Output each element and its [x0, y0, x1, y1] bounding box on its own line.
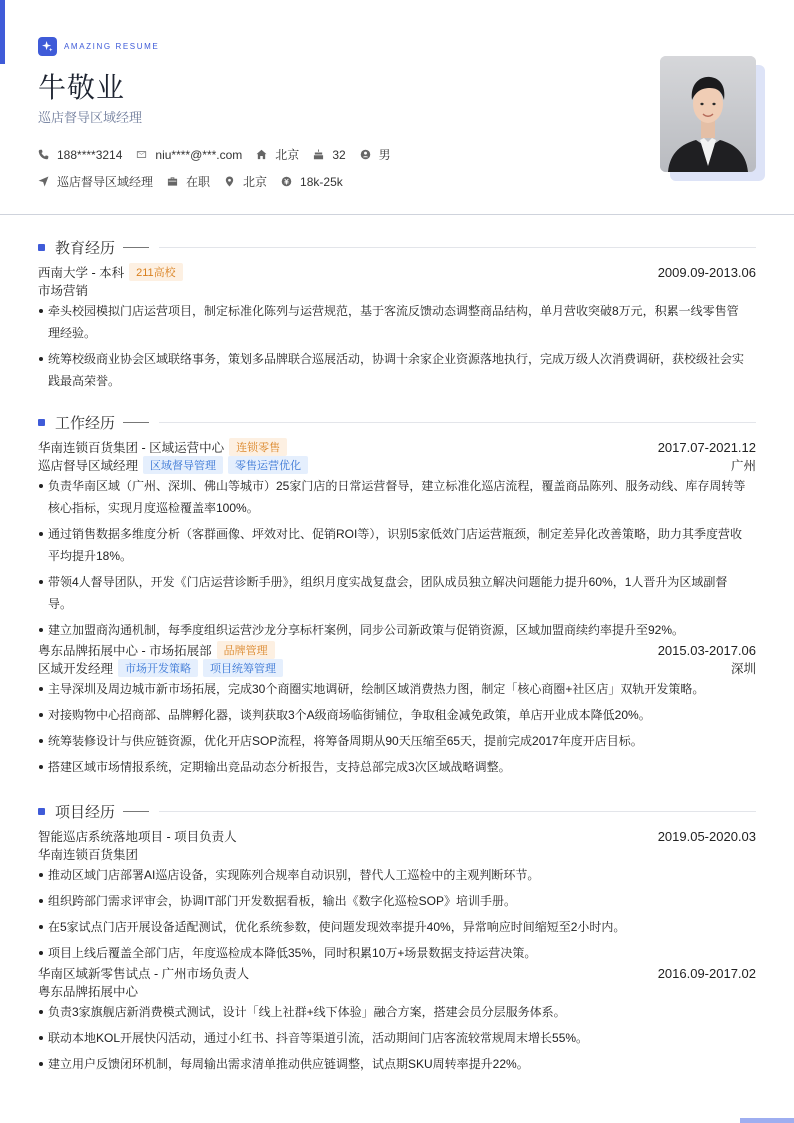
- education-entry: [38, 263, 756, 392]
- bullet-list: [38, 864, 756, 964]
- section-header: [38, 412, 756, 432]
- bullet-item: 联动本地KOL开展快闪活动，通过小红书、抖音等渠道引流，活动期间门店客流较常规周末增长55%。: [38, 1027, 756, 1049]
- role-tag: 项目统筹管理: [203, 659, 283, 677]
- bullet-item: 项目上线后覆盖全部门店，年度巡检成本降低35%，同时积累10万+场景数据支持运营决策。: [38, 942, 756, 964]
- target-position: 巡店督导区域经理: [57, 175, 154, 189]
- work-entry: [38, 641, 756, 778]
- project-name: 华南区域新零售试点 - 广州市场负责人: [38, 967, 250, 981]
- bullet-item: 推动区域门店部署AI巡店设备，实现陈列合规率自动识别，替代人工巡检中的主观判断环节。: [38, 864, 756, 886]
- phone-number: 188****3214: [57, 147, 123, 162]
- section-title: 项目经历: [55, 803, 116, 821]
- money-icon: [281, 176, 292, 187]
- brand: [38, 37, 159, 56]
- city: 北京: [275, 148, 300, 162]
- intention-row: [38, 173, 357, 190]
- phone-icon: [38, 149, 49, 160]
- divider: [159, 247, 756, 248]
- home-icon: [256, 149, 267, 160]
- location: 广州: [730, 459, 756, 473]
- company-tag: 品牌管理: [217, 641, 275, 659]
- contact-row: [38, 146, 405, 163]
- education-section: [38, 237, 756, 396]
- cake-icon: [313, 149, 324, 160]
- title-dash: [123, 811, 149, 812]
- date-range: 2019.05-2020.03: [657, 828, 756, 844]
- status-item: [167, 173, 210, 190]
- target-city: 北京: [243, 175, 268, 189]
- date-range: 2016.09-2017.02: [657, 965, 756, 981]
- divider: [159, 422, 756, 423]
- bullet-item: 带领4人督导团队，开发《门店运营诊断手册》，组织月度实战复盘会，团队成员独立解决问题能力提升60%，1人晋升为区域副督导。: [38, 571, 756, 615]
- email-item: [136, 148, 242, 162]
- bullet-list: [38, 475, 756, 641]
- bullet-item: 通过销售数据多维度分析（客群画像、坪效对比、促销ROI等），识别5家低效门店运营瓶颈，制定差异化改善策略，助力其季度营收平均提升18%。: [38, 523, 756, 567]
- target-city-item: [224, 173, 267, 190]
- school: 西南大学 - 本科: [38, 266, 125, 280]
- section-header: [38, 237, 756, 257]
- section-marker: [38, 419, 45, 426]
- briefcase-icon: [167, 176, 178, 187]
- location: 深圳: [730, 662, 756, 676]
- work-section: [38, 412, 756, 782]
- gender-icon: [360, 149, 371, 160]
- project-entry: [38, 964, 756, 1075]
- section-marker: [38, 808, 45, 815]
- bullet-list: [38, 1001, 756, 1075]
- role-tag: 市场开发策略: [118, 659, 198, 677]
- employment-status: 在职: [186, 175, 211, 189]
- company: 华南连锁百货集团 - 区域运营中心: [38, 441, 225, 455]
- send-icon: [38, 176, 49, 187]
- brand-text: AMAZING RESUME: [64, 42, 160, 51]
- candidate-title: 巡店督导区域经理: [38, 110, 143, 125]
- bullet-item: 牵头校园模拟门店运营项目，制定标准化陈列与运营规范，基于客流反馈动态调整商品结构，单月营收突破8万元，积累一线零售管理经验。: [38, 300, 756, 344]
- title-dash: [123, 247, 149, 248]
- role: 区域开发经理: [38, 662, 114, 676]
- title-dash: [123, 422, 149, 423]
- role: 巡店督导区域经理: [38, 459, 139, 473]
- work-entry: [38, 438, 756, 641]
- role-tag: 区域督导管理: [143, 456, 223, 474]
- salary-item: [281, 175, 343, 189]
- major: 市场营销: [38, 284, 89, 298]
- mail-icon: [136, 149, 147, 160]
- age: 32: [332, 147, 346, 162]
- section-title: 工作经历: [55, 414, 116, 432]
- company: 粤东品牌拓展中心 - 市场拓展部: [38, 644, 212, 658]
- school-tag: 211高校: [129, 263, 183, 281]
- email-address: niu****@***.com: [155, 147, 243, 162]
- gender-item: [360, 146, 391, 163]
- bullet-item: 负责3家旗舰店新消费模式测试，设计「线上社群+线下体验」融合方案，搭建会员分层服务体系。: [38, 1001, 756, 1023]
- projects-section: [38, 801, 756, 1079]
- location-pin-icon: [224, 176, 235, 187]
- bullet-item: 统筹校级商业协会区域联络事务，策划多品牌联合巡展活动，协调十余家企业资源落地执行，完成万级人次消费调研，获校级社会实践最高荣誉。: [38, 348, 756, 392]
- section-title: 教育经历: [55, 239, 116, 257]
- bullet-item: 对接购物中心招商部、品牌孵化器，谈判获取3个A级商场临街铺位，争取租金减免政策，单店开业成本降低20%。: [38, 704, 756, 726]
- date-range: 2017.07-2021.12: [657, 439, 756, 455]
- bullet-item: 组织跨部门需求评审会，协调IT部门开发数据看板，输出《数字化巡检SOP》培训手册。: [38, 890, 756, 912]
- candidate-name: 牛敬业: [38, 71, 126, 104]
- project-name: 智能巡店系统落地项目 - 项目负责人: [38, 830, 237, 844]
- expected-salary: 18k-25k: [300, 174, 343, 189]
- bullet-item: 主导深圳及周边城市新市场拓展，完成30个商圈实地调研，绘制区域消费热力图，制定「核心商圈+社区店」双轨开发策略。: [38, 678, 756, 700]
- company-tag: 连锁零售: [229, 438, 287, 456]
- bullet-item: 负责华南区域（广州、深圳、佛山等城市）25家门店的日常运营督导，建立标准化巡店流程，覆盖商品陈列、服务动线、库存周转等核心指标，实现月度巡检覆盖率100%。: [38, 475, 756, 519]
- bullet-list: [38, 300, 756, 392]
- bullet-item: 搭建区域市场情报系统，定期输出竞品动态分析报告，支持总部完成3次区域战略调整。: [38, 756, 756, 778]
- date-range: 2009.09-2013.06: [657, 264, 756, 280]
- project-org: 华南连锁百货集团: [38, 848, 139, 862]
- project-entry: [38, 827, 756, 964]
- section-header: [38, 801, 756, 821]
- gender: 男: [378, 148, 391, 162]
- city-item: [256, 146, 299, 163]
- bottom-accent-bar: [740, 1118, 794, 1123]
- bullet-list: [38, 678, 756, 778]
- section-marker: [38, 244, 45, 251]
- age-item: [313, 148, 345, 162]
- role-tag: 零售运营优化: [228, 456, 308, 474]
- sparkle-icon: [38, 37, 57, 56]
- bullet-item: 统筹装修设计与供应链资源，优化开店SOP流程，将筹备周期从90天压缩至65天，提前完成2017年度开店目标。: [38, 730, 756, 752]
- profile-photo: [660, 56, 756, 172]
- phone-item: [38, 148, 122, 162]
- bullet-item: 建立加盟商沟通机制，每季度组织运营沙龙分享标杆案例，同步公司新政策与促销资源，区域加盟商续约率提升至92%。: [38, 619, 756, 641]
- divider: [159, 811, 756, 812]
- date-range: 2015.03-2017.06: [657, 642, 756, 658]
- target-position-item: [38, 173, 153, 190]
- bullet-item: 建立用户反馈闭环机制，每周输出需求清单推动供应链调整，试点期SKU周转率提升22%。: [38, 1053, 756, 1075]
- bullet-item: 在5家试点门店开展设备适配测试，优化系统参数，使问题发现效率提升40%，异常响应时间缩短至2小时内。: [38, 916, 756, 938]
- resume-header: [0, 0, 794, 215]
- project-org: 粤东品牌拓展中心: [38, 985, 139, 999]
